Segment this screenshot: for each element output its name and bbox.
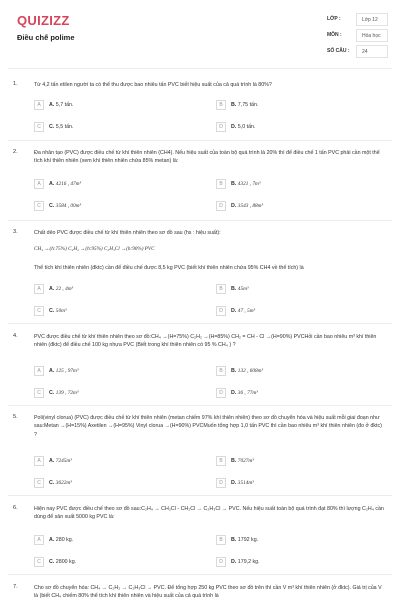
option-key: A. <box>49 367 55 374</box>
option-letter-box: B <box>216 456 226 466</box>
option-value: 2800 kg. <box>55 558 77 565</box>
option-value: 7,75 tấn. <box>237 101 259 108</box>
option-b[interactable] <box>216 456 376 466</box>
question-divider <box>8 495 392 496</box>
option-a[interactable] <box>34 456 194 466</box>
question-number: 4. <box>13 333 18 339</box>
option-letter-box: D <box>216 557 226 567</box>
option-value: 5,5 tấn. <box>55 123 74 130</box>
option-letter-box: A <box>34 366 44 376</box>
option-key: A. <box>49 285 55 292</box>
worksheet-title: Điều chế polime <box>17 33 75 42</box>
reaction-scheme: CH₄ →(h:75%) C₂H₂ →(h:95%) C₂H₃Cl →(h:90%) PVC <box>34 246 155 252</box>
option-letter-box: C <box>34 388 44 398</box>
option-value: 3514m³ <box>237 479 254 486</box>
option-a[interactable] <box>34 535 194 545</box>
option-key: C. <box>49 558 55 565</box>
option-d[interactable] <box>216 557 376 567</box>
question-number: 3. <box>13 229 18 235</box>
option-a[interactable] <box>34 284 194 294</box>
option-value: 36 , 77m³ <box>237 389 258 396</box>
option-key: D. <box>231 558 237 565</box>
option-value: 7245m³ <box>55 457 72 464</box>
option-letter-box: B <box>216 284 226 294</box>
option-letter-box: A <box>34 284 44 294</box>
class-value: Lớp 12 <box>356 13 388 26</box>
option-c[interactable] <box>34 122 194 132</box>
option-key: D. <box>231 202 237 209</box>
question-text: Hiện nay PVC được điều chế theo sơ đồ sau:C₂H₄ → CH₂Cl - CH₂Cl → C₂H₃Cl → PVC. Nếu hiệu suất toàn bộ quá trình đạt 80% thì lượng C₂H₄ cần dùng để sản xuất 5000 kg PVC là: <box>34 506 384 521</box>
option-letter-box: A <box>34 179 44 189</box>
question-text: Chất dẻo PVC được điều chế từ khí thiên nhiên theo sơ đồ sau (hs : hiệu suất): <box>34 230 221 236</box>
option-d[interactable] <box>216 478 376 488</box>
option-letter-box: A <box>34 456 44 466</box>
option-d[interactable] <box>216 201 376 211</box>
option-letter-box: C <box>34 478 44 488</box>
option-value: 50m³ <box>55 307 67 314</box>
header-divider <box>8 68 392 69</box>
option-value: 45m³ <box>237 285 249 292</box>
option-key: D. <box>231 307 237 314</box>
option-c[interactable] <box>34 388 194 398</box>
option-key: D. <box>231 479 237 486</box>
question-divider <box>8 140 392 141</box>
option-letter-box: A <box>34 535 44 545</box>
question-number: 1. <box>13 81 18 87</box>
option-value: 3622m³ <box>55 479 72 486</box>
option-c[interactable] <box>34 557 194 567</box>
option-d[interactable] <box>216 122 376 132</box>
option-c[interactable] <box>34 478 194 488</box>
option-letter-box: B <box>216 366 226 376</box>
option-key: D. <box>231 123 237 130</box>
option-value: 5,7 tấn. <box>55 101 74 108</box>
option-d[interactable] <box>216 306 376 316</box>
option-a[interactable] <box>34 179 194 189</box>
option-a[interactable] <box>34 366 194 376</box>
question-number: 6. <box>13 505 18 511</box>
option-value: 132 , 608m³ <box>237 367 264 374</box>
option-value: 179,2 kg. <box>237 558 260 565</box>
option-key: C. <box>49 479 55 486</box>
option-value: 3543 , 88m³ <box>237 202 264 209</box>
question-number: 7. <box>13 584 18 590</box>
option-value: 47 , 5m³ <box>237 307 256 314</box>
option-value: 139 , 72m³ <box>55 389 79 396</box>
option-value: 5,0 tấn. <box>237 123 256 130</box>
option-a[interactable] <box>34 100 194 110</box>
option-key: B. <box>231 101 237 108</box>
option-value: 125 , 97m³ <box>55 367 79 374</box>
question-text: Cho sơ đồ chuyển hóa: CH₄ → C₂H₂ → C₂H₃Cl → PVC. Để tổng hợp 250 kg PVC theo sơ đồ trên thì cần V m³ khí thiên nhiên (ở đktc). Giá trị của V là (biết CH₄ chiếm 80% thể tích khí thiên nhiên và hiệu suất của cả quá trình là <box>34 585 382 600</box>
question-count-label: SỐ CÂU : <box>327 48 350 54</box>
question-divider <box>8 405 392 406</box>
question-text-continued: Thể tích khí thiên nhiên (đktc) cần để điều chế được 8,5 kg PVC (biết khí thiên nhiên chứa 95% CH4 về thể tích) là <box>34 265 304 271</box>
question-text: Đa nhân tạo (PVC) được điều chế từ khí thiên nhiên (CH4). Nếu hiệu suất của toàn bộ quá trình là 20% thì để điều chế 1 tấn PVC phải cần một thể tích khí thiên nhiên (xem khí thiên nhiên chứa 85% metan) là: <box>34 150 380 165</box>
option-b[interactable] <box>216 535 376 545</box>
option-b[interactable] <box>216 366 376 376</box>
option-b[interactable] <box>216 179 376 189</box>
worksheet-header <box>0 0 400 66</box>
option-letter-box: D <box>216 122 226 132</box>
option-letter-box: D <box>216 478 226 488</box>
quizizz-logo: QUIZIZZ <box>17 13 70 28</box>
option-key: C. <box>49 123 55 130</box>
option-letter-box: B <box>216 100 226 110</box>
option-key: A. <box>49 101 55 108</box>
option-letter-box: C <box>34 122 44 132</box>
question-text: PVC được điều chế từ khí thiên nhiên theo sơ đồ:CH₄ →(H=75%) C₂H₂ →(H=85%) CH₂ = CH - Cl →(H=90%) PVCHỏi cần bao nhiêu m³ khí thiên nhiên (đktc) để điều chế 100 kg nhựa PVC (Biết trong khí thiên nhiên có 95 % CH₄ ) ? <box>34 334 377 349</box>
option-letter-box: D <box>216 388 226 398</box>
option-b[interactable] <box>216 284 376 294</box>
option-key: B. <box>231 367 237 374</box>
option-key: C. <box>49 202 55 209</box>
option-letter-box: D <box>216 201 226 211</box>
option-letter-box: B <box>216 535 226 545</box>
question-text: Từ 4,2 tấn etilen người ta có thể thu được bao nhiêu tấn PVC biết hiệu suất của cả quá trình là 80%? <box>34 82 272 88</box>
option-key: A. <box>49 457 55 464</box>
option-letter-box: C <box>34 306 44 316</box>
option-letter-box: A <box>34 100 44 110</box>
option-value: 4321 , 7m³ <box>237 180 261 187</box>
question-number: 2. <box>13 149 18 155</box>
option-c[interactable] <box>34 201 194 211</box>
subject-value: Hóa học <box>356 29 388 42</box>
option-value: 4216 , 47m³ <box>55 180 82 187</box>
option-key: D. <box>231 389 237 396</box>
option-key: B. <box>231 285 237 292</box>
option-d[interactable] <box>216 388 376 398</box>
option-key: B. <box>231 457 237 464</box>
subject-label: MÔN : <box>327 32 342 38</box>
option-key: C. <box>49 307 55 314</box>
question-divider <box>8 574 392 575</box>
question-count-value: 24 <box>356 45 388 58</box>
option-key: B. <box>231 180 237 187</box>
question-text: Poli(vinyl clorua) (PVC) được điều chế từ khí thiên nhiên (metan chiếm 97% khí thiên nhiên) theo sơ đồ chuyển hóa và hiệu suất mỗi giai đoạn như sau:Metan →(H=15%) Axetilen →(H=95%) Vinyl clorua →(H=90%) PVCMuốn tổng hợp 1,0 tấn PVC thì cần bao nhiêu m³ khí thiên nhiên (đo ở đktc) ? <box>34 415 382 438</box>
option-key: C. <box>49 389 55 396</box>
option-letter-box: C <box>34 201 44 211</box>
option-value: 280 kg. <box>55 536 74 543</box>
class-label: LỚP : <box>327 16 341 22</box>
question-divider <box>8 323 392 324</box>
option-value: 3584 , 00m³ <box>55 202 82 209</box>
option-value: 22 , 4m³ <box>55 285 74 292</box>
option-value: 1792 kg. <box>237 536 259 543</box>
option-letter-box: C <box>34 557 44 567</box>
option-letter-box: B <box>216 179 226 189</box>
question-divider <box>8 220 392 221</box>
option-key: A. <box>49 536 55 543</box>
option-key: B. <box>231 536 237 543</box>
option-c[interactable] <box>34 306 194 316</box>
question-number: 5. <box>13 414 18 420</box>
option-letter-box: D <box>216 306 226 316</box>
option-key: A. <box>49 180 55 187</box>
option-b[interactable] <box>216 100 376 110</box>
option-value: 7027m³ <box>237 457 254 464</box>
